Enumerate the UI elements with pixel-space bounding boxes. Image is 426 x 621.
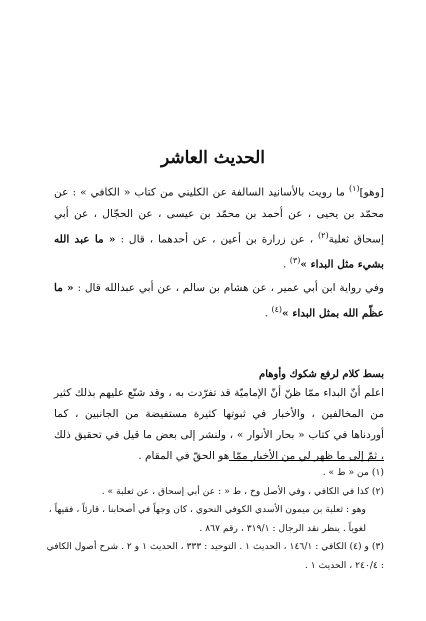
- footnote-ref-1: (١): [349, 184, 360, 193]
- hadith-title: الحديث العاشر: [160, 148, 266, 168]
- bracket-lead: [وهو]: [359, 186, 384, 199]
- footnote: وهو : ثعلبة بن ميمون الأسدي الكوفي النحوي ، كان وجهاً في أصحابنا ، قارئاً ، فقيهاً ، لغوياً . ينظر نقد الرجال : ٣١٩/١ ، رقم ٨٦٧ .: [48, 504, 366, 534]
- alternate-narration-chain: وفي رواية ابن أبي عمير ، عن هشام بن سالم ، عن أبي عبدالله قال :: [73, 282, 384, 294]
- narration-chain: ما رويت بالأسانيد السالفة عن الكليني من كتاب « الكافي » : عن محمّد بن يحيى ، عن أحمد بن محمّد بن عيسى ، عن الحجّال ، عن أبي إسحاق ثعلبة: [54, 186, 385, 246]
- footnote-ref-2: (٢): [318, 230, 329, 240]
- section-heading: بسط كلام لرفع شكوك وأوهام: [259, 369, 384, 380]
- footnotes: [44, 464, 384, 575]
- hadith-quote: « ما عبد الله بشيء مثل البداء »: [54, 233, 384, 271]
- discussion-paragraph: اعلم أنّ البداء ممّا ظنّ أنّ الإماميّة قد تفرّدت به ، وقد شنّع عليهم بذلك كثير من المخالفين ، والأخبار في ثبوتها كثيرة مستفيضة من الجانبين ، كما أوردناها في كتاب « بحار الأنوار » ، ولنشر إلى بعض ما قيل في تحقيق ذلك ، ثمّ إلى ما ظهر لي من الأخبار ممّا هو الحقّ في المقام .: [54, 387, 384, 462]
- footnote-ref-4: (٤): [271, 305, 283, 314]
- narration-chain-cont: ، عن زرارة بن أعين ، عن أحدهما ، قال :: [115, 233, 319, 246]
- footnote-separator: [229, 460, 384, 461]
- footnote: (٣) و (٤) الكافي : ١٤٦/١ ، الحديث ١ . التوحيد : ٣٣٣ ، الحديث ١ و ٢ . شرح أصول الكافي : ٢٤٠/٤ ، الحديث ١ .: [46, 541, 384, 571]
- alternate-narration-paragraph: [54, 278, 384, 325]
- hadith-paragraph: [54, 178, 384, 276]
- paragraph-end: .: [283, 258, 290, 271]
- alternate-hadith-quote: « ما عظّم الله بمثل البداء »: [54, 282, 384, 320]
- footnote-ref-3: (٣): [289, 256, 301, 266]
- footnote: (١) من « ط » .: [322, 467, 384, 478]
- footnote: (٢) كذا في الكافي ، وفي الأصل وخ ، ط « : عن أبي إسحاق ، عن ثعلبة » .: [101, 485, 384, 497]
- paragraph-end: .: [264, 307, 272, 320]
